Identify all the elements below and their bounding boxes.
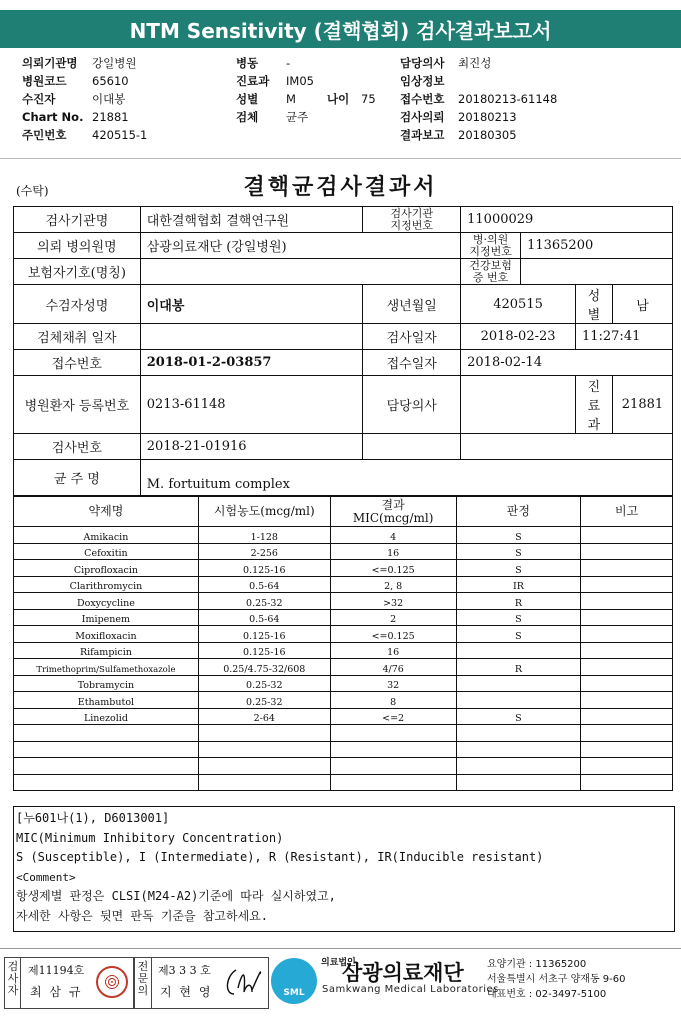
contact-line: 서울특별시 서초구 양재동 9-60	[487, 974, 626, 985]
cell-drug: Moxifloxacin	[14, 626, 199, 643]
signature-icon	[222, 962, 264, 1002]
insurer-label: 보험자기호(명칭)	[14, 259, 141, 285]
note-line: 항생제별 판정은 CLSI(M24-A2)기준에 따라 실시하였고,	[16, 889, 336, 903]
specialist-name: 지 현 영	[160, 985, 213, 999]
table-row	[14, 741, 673, 758]
cell-mic: 4/76	[330, 659, 456, 676]
test-no-label: 검사번호	[14, 434, 141, 460]
divider	[20, 957, 21, 1009]
info-column-3	[400, 54, 557, 144]
info-label: 검사의뢰	[400, 110, 445, 124]
sensitivity-table	[13, 496, 673, 791]
logo-name: 삼광의료재단	[342, 961, 464, 985]
cell-interp: S	[456, 543, 581, 560]
cell-note	[581, 626, 673, 643]
examiner-name: 최 삼 규	[30, 985, 83, 999]
divider	[151, 957, 152, 1009]
info-column-1	[22, 54, 147, 144]
logo-subtitle: Samkwang Medical Laboratories	[322, 984, 499, 995]
cell-range: 2-256	[198, 543, 330, 560]
collect-date-label: 검체채취 일자	[14, 324, 141, 350]
table-row	[14, 626, 673, 643]
cell-mic	[330, 758, 456, 775]
cell-drug: Rifampicin	[14, 642, 199, 659]
cell-drug	[14, 774, 199, 791]
table-row	[14, 692, 673, 709]
note-line: S (Susceptible), I (Intermediate), R (Resistant), IR(Inducible resistant)	[16, 850, 544, 864]
cell-note	[581, 774, 673, 791]
cell-mic: <=0.125	[330, 560, 456, 577]
cell-mic: 2	[330, 609, 456, 626]
nhis	[521, 259, 673, 285]
cell-note	[581, 659, 673, 676]
cell-range: 0.25/4.75-32/608	[198, 659, 330, 676]
cell-drug	[14, 725, 199, 742]
table-row	[14, 758, 673, 775]
col-interpretation: 판정	[456, 497, 581, 527]
receipt-date-label: 접수일자	[363, 350, 461, 376]
cell-range: 0.125-16	[198, 642, 330, 659]
test-date-label: 검사일자	[363, 324, 461, 350]
info-value: M	[286, 92, 296, 106]
cell-note	[581, 543, 673, 560]
cell-drug	[14, 758, 199, 775]
table-row	[14, 560, 673, 577]
table-row	[14, 659, 673, 676]
cell-interp: S	[456, 560, 581, 577]
cell-interp: S	[456, 609, 581, 626]
insurer	[140, 259, 460, 285]
info-label: 담당의사	[400, 56, 445, 70]
note-line: <Comment>	[16, 870, 76, 884]
examiner-license: 제11194호	[28, 964, 85, 977]
cell-range: 2-64	[198, 708, 330, 725]
cell-interp: S	[456, 708, 581, 725]
doctor-label: 담당의사	[363, 376, 461, 434]
table-row	[14, 774, 673, 791]
test-no: 2018-21-01916	[140, 434, 363, 460]
cell-interp	[456, 774, 581, 791]
cell-range	[198, 774, 330, 791]
note-line: MIC(Minimum Inhibitory Concentration)	[16, 830, 284, 845]
empty-cell	[363, 434, 461, 460]
dob-label: 생년월일	[363, 285, 461, 324]
lab-id-label: 검사기관 지정번호	[363, 207, 461, 233]
report-header	[0, 10, 681, 48]
report-title: 결핵균검사결과서	[243, 174, 438, 200]
divider	[0, 158, 681, 159]
note-line: [누601나(1), D6013001]	[16, 811, 170, 825]
cell-mic: 4	[330, 527, 456, 544]
logo-prefix: 의료법인	[321, 958, 356, 968]
organism: M. fortuitum complex	[140, 460, 672, 496]
registration: 0213-61148	[140, 376, 363, 434]
info-value: 20180305	[458, 128, 517, 142]
copy-label: (수탁)	[16, 184, 49, 198]
info-value: 균주	[286, 110, 309, 124]
info-value: 강일병원	[92, 56, 137, 70]
cell-range: 0.25-32	[198, 675, 330, 692]
cell-range	[198, 741, 330, 758]
age-label: 나이	[327, 92, 350, 106]
cell-interp: IR	[456, 576, 581, 593]
cell-range	[198, 758, 330, 775]
cell-drug: Ethambutol	[14, 692, 199, 709]
cell-note	[581, 692, 673, 709]
cell-range: 0.5-64	[198, 576, 330, 593]
test-date: 2018-02-23	[461, 324, 576, 350]
cell-note	[581, 593, 673, 610]
report-header-title: NTM Sensitivity (결핵협회) 검사결과보고서	[129, 18, 552, 43]
col-mic: 결과 MIC(mcg/ml)	[330, 497, 456, 527]
table-row	[14, 642, 673, 659]
cell-range: 0.125-16	[198, 560, 330, 577]
lab-name-label: 검사기관명	[14, 207, 141, 233]
cell-note	[581, 527, 673, 544]
cell-interp	[456, 725, 581, 742]
cell-interp	[456, 642, 581, 659]
cell-note	[581, 642, 673, 659]
cell-range: 0.125-16	[198, 626, 330, 643]
info-label: 성별	[236, 92, 259, 106]
cell-note	[581, 758, 673, 775]
contact-line: 요양기관 : 11365200	[487, 959, 587, 970]
hospital-label: 의뢰 병의원명	[14, 233, 141, 259]
col-drug: 약제명	[14, 497, 199, 527]
collect-date	[140, 324, 363, 350]
cell-interp	[456, 741, 581, 758]
info-label: Chart No.	[22, 110, 84, 124]
lab-name: 대한결핵협회 결핵연구원	[140, 207, 363, 233]
info-label: 수진자	[22, 92, 56, 106]
sex-label: 성별	[575, 285, 612, 324]
cell-mic	[330, 741, 456, 758]
patient-info-table	[13, 206, 673, 496]
cell-drug: Linezolid	[14, 708, 199, 725]
info-value: 최진성	[458, 56, 492, 70]
cell-mic: >32	[330, 593, 456, 610]
table-row	[14, 725, 673, 742]
patient-name-label: 수검자성명	[14, 285, 141, 324]
info-label: 검체	[236, 110, 259, 124]
cell-mic: 16	[330, 543, 456, 560]
test-time: 11:27:41	[575, 324, 672, 350]
table-row	[14, 609, 673, 626]
cell-mic: <=0.125	[330, 626, 456, 643]
cell-mic: 8	[330, 692, 456, 709]
note-line: 자세한 사항은 뒷면 판독 기준을 참고하세요.	[16, 908, 269, 923]
cell-drug: Cefoxitin	[14, 543, 199, 560]
specialist-license: 제3 3 3 호	[158, 964, 211, 977]
table-row	[14, 527, 673, 544]
cell-drug: Clarithromycin	[14, 576, 199, 593]
cell-interp	[456, 758, 581, 775]
accession-label: 접수번호	[14, 350, 141, 376]
age-value: 75	[361, 92, 376, 106]
info-value: 420515-1	[92, 128, 148, 142]
contact-line: 대표번호 : 02-3497-5100	[487, 989, 607, 1000]
examiner-vertical-label: 검사자	[7, 960, 19, 997]
info-value: -	[286, 56, 291, 70]
info-label: 접수번호	[400, 92, 445, 106]
info-label: 의뢰기관명	[22, 56, 78, 70]
lab-id: 11000029	[461, 207, 673, 233]
cell-interp: S	[456, 527, 581, 544]
contact-info	[487, 957, 626, 1002]
info-value: 20180213-61148	[458, 92, 558, 106]
cell-mic	[330, 725, 456, 742]
table-row	[14, 593, 673, 610]
cell-range: 0.25-32	[198, 593, 330, 610]
cell-mic: 2, 8	[330, 576, 456, 593]
cell-interp	[456, 675, 581, 692]
doctor	[461, 376, 576, 434]
info-label: 결과보고	[400, 128, 445, 142]
cell-drug: Tobramycin	[14, 675, 199, 692]
cell-range: 0.5-64	[198, 609, 330, 626]
accession: 2018-01-2-03857	[140, 350, 363, 376]
cell-note	[581, 576, 673, 593]
cell-mic: <=2	[330, 708, 456, 725]
cell-note	[581, 708, 673, 725]
table-row	[14, 675, 673, 692]
cell-interp: R	[456, 593, 581, 610]
cell-range: 1-128	[198, 527, 330, 544]
cell-range: 0.25-32	[198, 692, 330, 709]
info-label: 주민번호	[22, 128, 67, 142]
table-row	[14, 708, 673, 725]
hosp-id: 11365200	[521, 233, 673, 259]
cell-drug: Ciprofloxacin	[14, 560, 199, 577]
info-value: 20180213	[458, 110, 517, 124]
info-label: 임상정보	[400, 74, 445, 88]
dept-label: 진료과	[575, 376, 612, 434]
info-label: 병동	[236, 56, 259, 70]
dob: 420515	[461, 285, 576, 324]
hospital: 삼광의료재단 (강일병원)	[140, 233, 460, 259]
specialist-vertical-label: 전문의	[137, 960, 149, 997]
col-note: 비고	[581, 497, 673, 527]
organism-label: 균 주 명	[14, 460, 141, 496]
cell-interp: S	[456, 626, 581, 643]
receipt-date: 2018-02-14	[461, 350, 673, 376]
cell-drug: Imipenem	[14, 609, 199, 626]
nhis-label: 건강보험 증 번호	[461, 259, 521, 285]
cell-interp	[456, 692, 581, 709]
cell-note	[581, 560, 673, 577]
cell-drug: Doxycycline	[14, 593, 199, 610]
table-row	[14, 543, 673, 560]
cell-note	[581, 725, 673, 742]
cell-note	[581, 675, 673, 692]
cell-mic: 16	[330, 642, 456, 659]
notes-box	[13, 806, 675, 932]
cell-drug: Trimethoprim/Sulfamethoxazole	[14, 659, 199, 676]
cell-range	[198, 725, 330, 742]
patient-name: 이대봉	[140, 285, 363, 324]
info-label: 진료과	[236, 74, 270, 88]
sex: 남	[612, 285, 672, 324]
registration-label: 병원환자 등록번호	[14, 376, 141, 434]
info-value: 이대봉	[92, 92, 126, 106]
cell-drug: Amikacin	[14, 527, 199, 544]
dept: 21881	[612, 376, 672, 434]
cell-note	[581, 609, 673, 626]
cell-interp: R	[456, 659, 581, 676]
table-row	[14, 576, 673, 593]
info-column-2	[236, 54, 376, 126]
cell-mic	[330, 774, 456, 791]
info-value: 65610	[92, 74, 129, 88]
cell-mic: 32	[330, 675, 456, 692]
cell-drug	[14, 741, 199, 758]
col-range: 시험농도(mcg/ml)	[198, 497, 330, 527]
sml-logo-icon: SML	[271, 958, 317, 1004]
cell-note	[581, 741, 673, 758]
empty-cell	[461, 434, 673, 460]
seal-icon	[96, 966, 128, 998]
hosp-id-label: 병·의원 지정번호	[461, 233, 521, 259]
info-value: 21881	[92, 110, 129, 124]
info-value: IM05	[286, 74, 314, 88]
info-label: 병원코드	[22, 74, 67, 88]
